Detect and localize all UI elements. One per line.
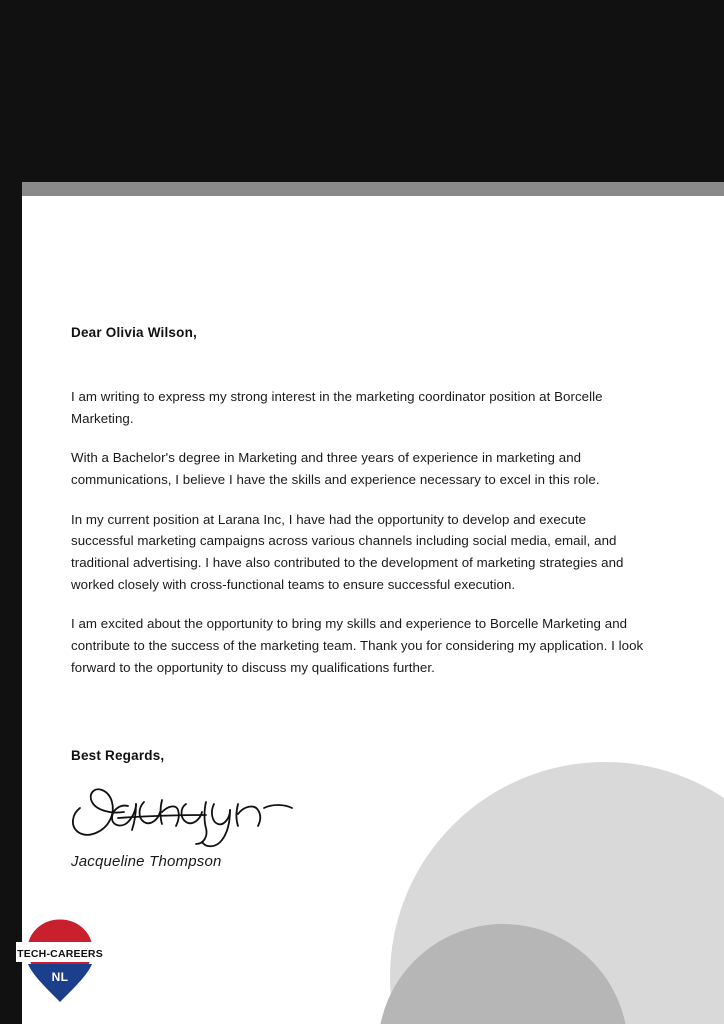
paragraph-4: I am excited about the opportunity to bring my skills and experience to Borcelle Marketing and contribute to the success of the marketing team. Thank you for considering my application. I look forward to the opportunity to discuss my qualifications further. [71,616,644,675]
letter-paragraphs [71,386,647,696]
paragraph-3: In my current position at Larana Inc, I have had the opportunity to develop and execute successful marketing campaigns across various channels including social media, email, and traditional advertising. I have also contributed to the development of marketing strategies and worked closely with cross-functional teams to ensure successful execution. [71,511,624,592]
tech-careers-nl-logo[interactable] [8,912,112,1008]
paragraph-1: I am writing to express my strong interest in the marketing coordinator position at Borcelle Marketing. [71,389,603,426]
paragraph-2: With a Bachelor's degree in Marketing and three years of experience in marketing and communications, I believe I have the skills and experience necessary to excel in this role. [71,450,600,488]
logo-text-primary: TECH-CAREERS [17,948,103,960]
left-spine-bar [0,0,22,1024]
header-gray-band [0,182,724,196]
signature-name: Jacqueline Thompson [71,853,222,870]
logo-text-secondary: NL [51,970,69,984]
signature-image [66,774,296,854]
salutation: Dear Olivia Wilson, [71,325,197,340]
letter-body [0,196,724,1024]
closing-line: Best Regards, [71,748,165,763]
header-banner [0,0,724,182]
